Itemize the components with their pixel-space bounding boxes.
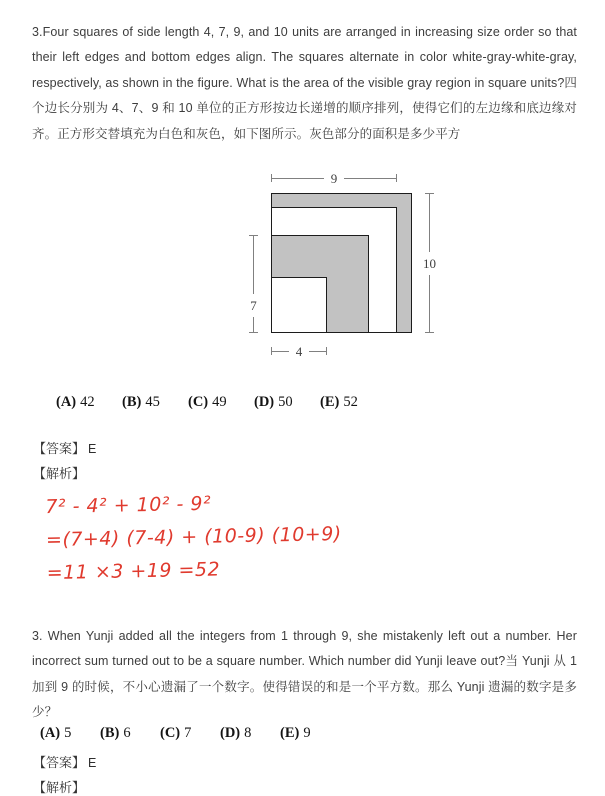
answer-tag: 【答案】 xyxy=(33,441,86,456)
problem1-text: 3.Four squares of side length 4, 7, 9, and 10 units are arranged in increasing size order so that their left edges and bottom edges align. The squares alternate in color white-gray-white-gray, respectively, as shown in the figure. What is the area of the visible gray region in square units?四个边长分别为 4、7、9 和 10 单位的正方形按边长递增的顺序排列，使得它们的左边缘和底边缘对齐。正方形交替填充为白色和灰色，如下图所示。灰色部分的面积是多少平方 xyxy=(32,25,577,141)
dim-tick xyxy=(249,332,258,333)
problem2-options xyxy=(40,725,340,742)
answer-value: E xyxy=(88,756,97,770)
dim-label-9: 9 xyxy=(330,170,338,186)
dim-line xyxy=(253,317,254,332)
dim-line xyxy=(429,194,430,252)
option-value: 9 xyxy=(303,725,311,741)
option-c xyxy=(160,725,220,742)
solution-line-3: =11 ×3 +19 =52 xyxy=(46,558,221,585)
option-value: 52 xyxy=(343,394,358,410)
analysis-tag: 【解析】 xyxy=(33,780,86,795)
option-value: 8 xyxy=(244,725,252,741)
dim-tick xyxy=(396,174,397,182)
problem2-text: 3. When Yunji added all the integers from 1 through 9, she mistakenly left out a number. Her incorrect sum turned out to be a square number. Which number did Yunji leave out?当 Yunji 从 1 加到 9 的时候，不小心遗漏了一个数字。使得错误的和是一个平方数。那么 Yunji 遗漏的数字是多少？ xyxy=(32,629,577,720)
option-letter: (E) xyxy=(280,725,300,741)
option-value: 45 xyxy=(145,394,160,410)
square-side-4-white xyxy=(271,277,327,333)
dim-line xyxy=(253,236,254,294)
analysis-tag: 【解析】 xyxy=(33,466,86,481)
option-value: 49 xyxy=(212,394,227,410)
option-b xyxy=(100,725,160,742)
option-d xyxy=(254,394,320,411)
option-c xyxy=(188,394,254,411)
option-e xyxy=(320,394,386,411)
dim-label-10: 10 xyxy=(423,255,436,271)
dim-line xyxy=(344,178,396,179)
dim-line xyxy=(309,351,326,352)
problem1-options xyxy=(56,394,386,411)
option-value: 50 xyxy=(278,394,293,410)
problem1-analysis-line xyxy=(33,463,85,482)
option-value: 6 xyxy=(123,725,131,741)
dim-line xyxy=(429,275,430,333)
option-a xyxy=(56,394,122,411)
option-d xyxy=(220,725,280,742)
option-a xyxy=(40,725,100,742)
dim-tick xyxy=(425,332,434,333)
option-letter: (D) xyxy=(220,725,241,741)
dimension-top xyxy=(271,171,397,185)
dim-label-4: 4 xyxy=(295,343,303,359)
option-value: 42 xyxy=(80,394,95,410)
problem2-answer-line xyxy=(33,752,96,771)
dim-tick xyxy=(326,347,327,355)
option-letter: (C) xyxy=(160,725,181,741)
option-letter: (A) xyxy=(40,725,61,741)
dim-line xyxy=(272,178,324,179)
dimension-bottom xyxy=(271,344,327,358)
handwritten-solution xyxy=(45,485,343,590)
option-b xyxy=(122,394,188,411)
option-letter: (B) xyxy=(100,725,120,741)
answer-value: E xyxy=(88,442,97,456)
option-value: 7 xyxy=(184,725,192,741)
solution-line-2: =(7+4) (7-4) + (10-9) (10+9) xyxy=(45,522,342,552)
option-e xyxy=(280,725,340,742)
option-letter: (C) xyxy=(188,394,209,410)
option-letter: (D) xyxy=(254,394,275,410)
problem2-analysis-line xyxy=(33,777,85,796)
dimension-right xyxy=(422,193,437,333)
dim-label-7: 7 xyxy=(250,298,257,314)
solution-line-1: 7² - 4² + 10² - 9² xyxy=(45,492,212,519)
problem1-answer-line xyxy=(33,438,96,457)
option-letter: (E) xyxy=(320,394,340,410)
option-letter: (B) xyxy=(122,394,142,410)
option-letter: (A) xyxy=(56,394,77,410)
dim-line xyxy=(272,351,289,352)
dimension-left xyxy=(246,235,261,333)
answer-tag: 【答案】 xyxy=(33,755,86,770)
option-value: 5 xyxy=(64,725,72,741)
